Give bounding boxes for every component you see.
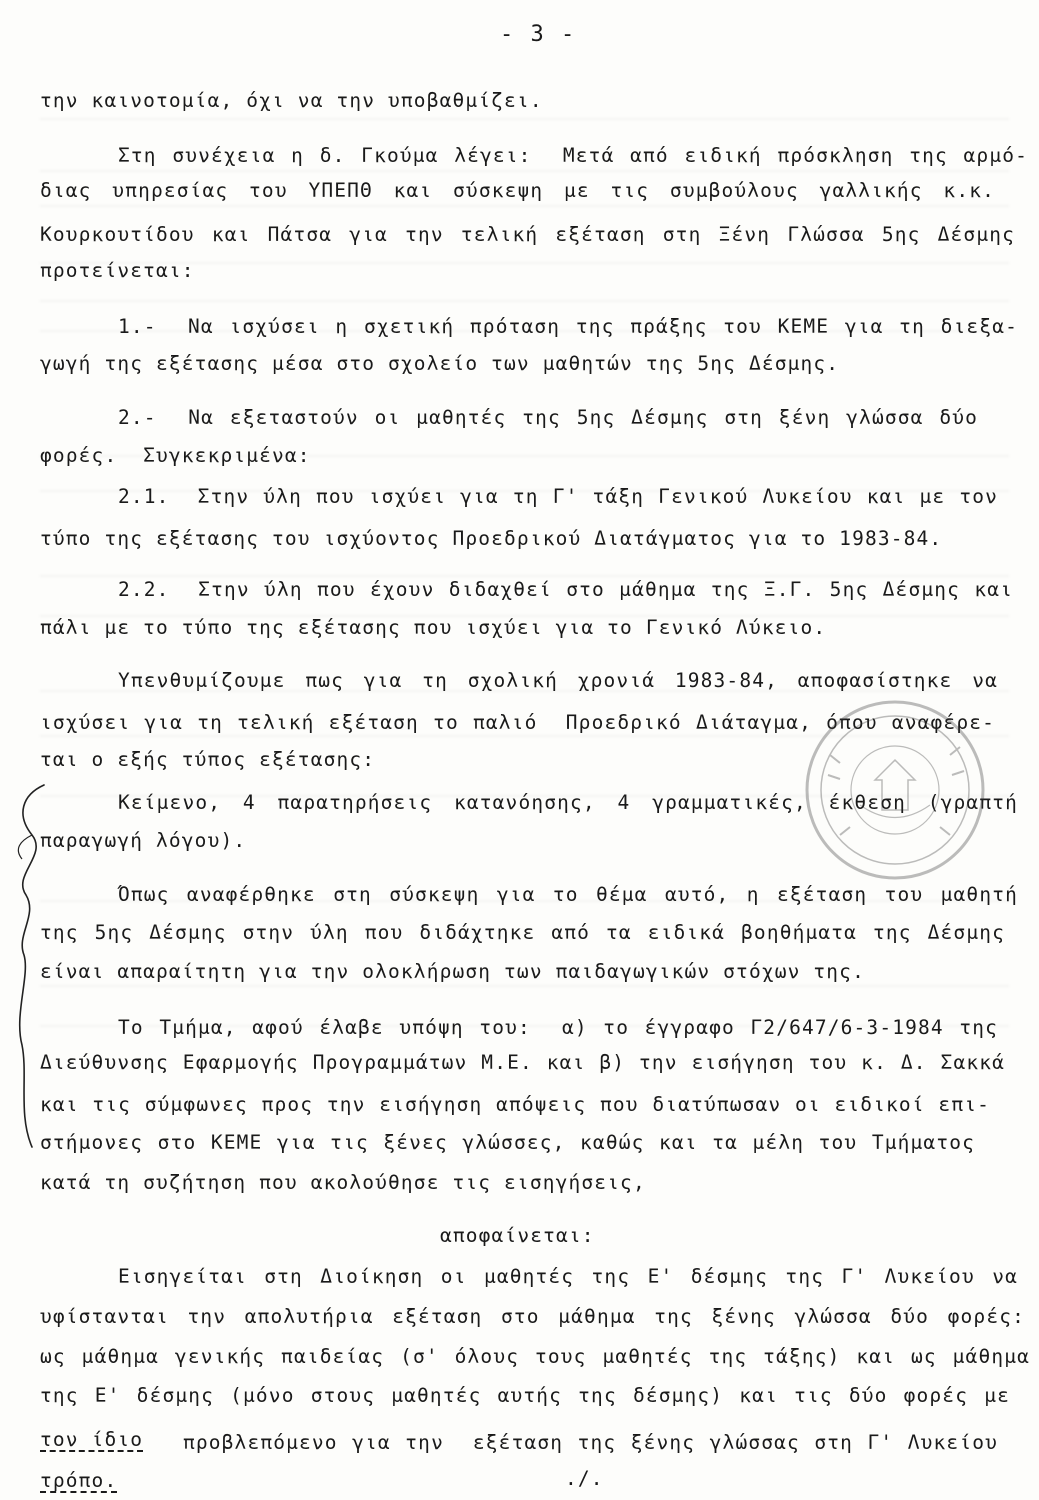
text-line: διας υπηρεσίας του ΥΠΕΠΘ και σύσκεψη με τις συμβούλους γαλλικής κ.κ.	[40, 179, 995, 202]
text-line: κατά τη συζήτηση που ακολούθησε τις εισηγήσεις,	[40, 1171, 646, 1194]
text-line: 2.2. Στην ύλη που έχουν διδαχθεί στο μάθημα της Ξ.Γ. 5ης Δέσμης και	[118, 578, 1013, 601]
text-line: Εισηγείται στη Διοίκηση οι μαθητές της Ε' δέσμης της Γ' Λυκείου να	[118, 1265, 1018, 1288]
text-line: γωγή της εξέτασης μέσα στο σχολείο των μαθητών της 5ης Δέσμης.	[40, 352, 840, 375]
text-line: ως μάθημα γενικής παιδείας (σ' όλους τους μαθητές της τάξης) και ως μάθημα	[40, 1345, 1030, 1368]
end-mark: ./.	[565, 1467, 604, 1490]
text-line: παραγωγή λόγου).	[40, 829, 247, 852]
underlined-tropo: τρόπο.	[40, 1469, 118, 1492]
text-line: προτείνεται:	[40, 259, 195, 282]
text-line: 2.1. Στην ύλη που ισχύει για τη Γ' τάξη Γενικού Λυκείου και με τον	[118, 485, 998, 508]
text-line: ται ο εξής τύπος εξέτασης:	[40, 748, 376, 771]
text-line: 1.- Να ισχύσει η σχετική πρόταση της πράξης του ΚΕΜΕ για τη διεξα-	[118, 315, 1018, 338]
text-line: της Ε' δέσμης (μόνο στους μαθητές αυτής της δέσμης) και τις δύο φορές με	[40, 1384, 1010, 1407]
text-line: υφίστανται την απολυτήρια εξέταση στο μάθημα της ξένης γλώσσα δύο φορές:	[40, 1305, 1025, 1328]
text-line: είναι απαραίτητη για την ολοκλήρωση των παιδαγωγικών στόχων της.	[40, 960, 865, 983]
text-line: ισχύσει για τη τελική εξέταση το παλιό Προεδρικό Διάταγμα, όπου αναφέρε-	[40, 711, 995, 734]
underlined-ton-idio: τον ίδιο	[40, 1428, 144, 1451]
text-line: Υπενθυμίζουμε πως για τη σχολική χρονιά 1983-84, αποφασίστηκε να	[118, 669, 998, 692]
text-line: Κουρκουτίδου και Πάτσα για την τελική εξέταση στη Ξένη Γλώσσα 5ης Δέσμης	[40, 223, 1015, 246]
official-seal-icon	[800, 695, 990, 885]
text-line: και τις σύμφωνες προς την εισήγηση απόψεις που διατύπωσαν οι ειδικοί επι-	[40, 1093, 990, 1116]
text-line: τύπο της εξέτασης του ισχύοντος Προεδρικού Διατάγματος για το 1983-84.	[40, 527, 943, 550]
text-line: Στη συνέχεια η δ. Γκούμα λέγει: Μετά από ειδική πρόσκληση της αρμό-	[118, 144, 1028, 167]
text-line: της 5ης Δέσμης στην ύλη που διδάχτηκε από τα ειδικά βοηθήματα της Δέσμης	[40, 921, 1005, 944]
text-line: πάλι με το τύπο της εξέτασης που ισχύει για το Γενικό Λύκειο.	[40, 616, 827, 639]
text-line: την καινοτομία, όχι να την υποβαθμίζει.	[40, 89, 543, 112]
text-line: φορές. Συγκεκριμένα:	[40, 444, 311, 467]
text-line: Κείμενο, 4 παρατηρήσεις κατανόησης, 4 γραμματικές, έκθεση (γραπτή	[118, 791, 1018, 814]
text-line: Το Τμήμα, αφού έλαβε υπόψη του: α) το έγγραφο Γ2/647/6-3-1984 της	[118, 1016, 998, 1039]
text-line: Όπως αναφέρθηκε στη σύσκεψη για το θέμα αυτό, η εξέταση του μαθητή	[118, 883, 1018, 906]
text-line: στήμονες στο ΚΕΜΕ για τις ξένες γλώσσες, καθώς και τα μέλη του Τμήματος	[40, 1131, 975, 1154]
decision-heading: αποφαίνεται:	[440, 1224, 595, 1247]
text-line: προβλεπόμενο για την εξέταση της ξένης γλώσσας στη Γ' Λυκείου	[183, 1431, 998, 1454]
text-line: 2.- Να εξεταστούν οι μαθητές της 5ης Δέσμης στη ξένη γλώσσα δύο	[118, 406, 978, 429]
text-line: Διεύθυνσης Εφαρμογής Προγραμμάτων Μ.Ε. και β) την εισήγηση του κ. Δ. Σακκά	[40, 1051, 1005, 1074]
page-number: - 3 -	[500, 22, 577, 47]
margin-bracket-mark	[2, 775, 62, 1155]
